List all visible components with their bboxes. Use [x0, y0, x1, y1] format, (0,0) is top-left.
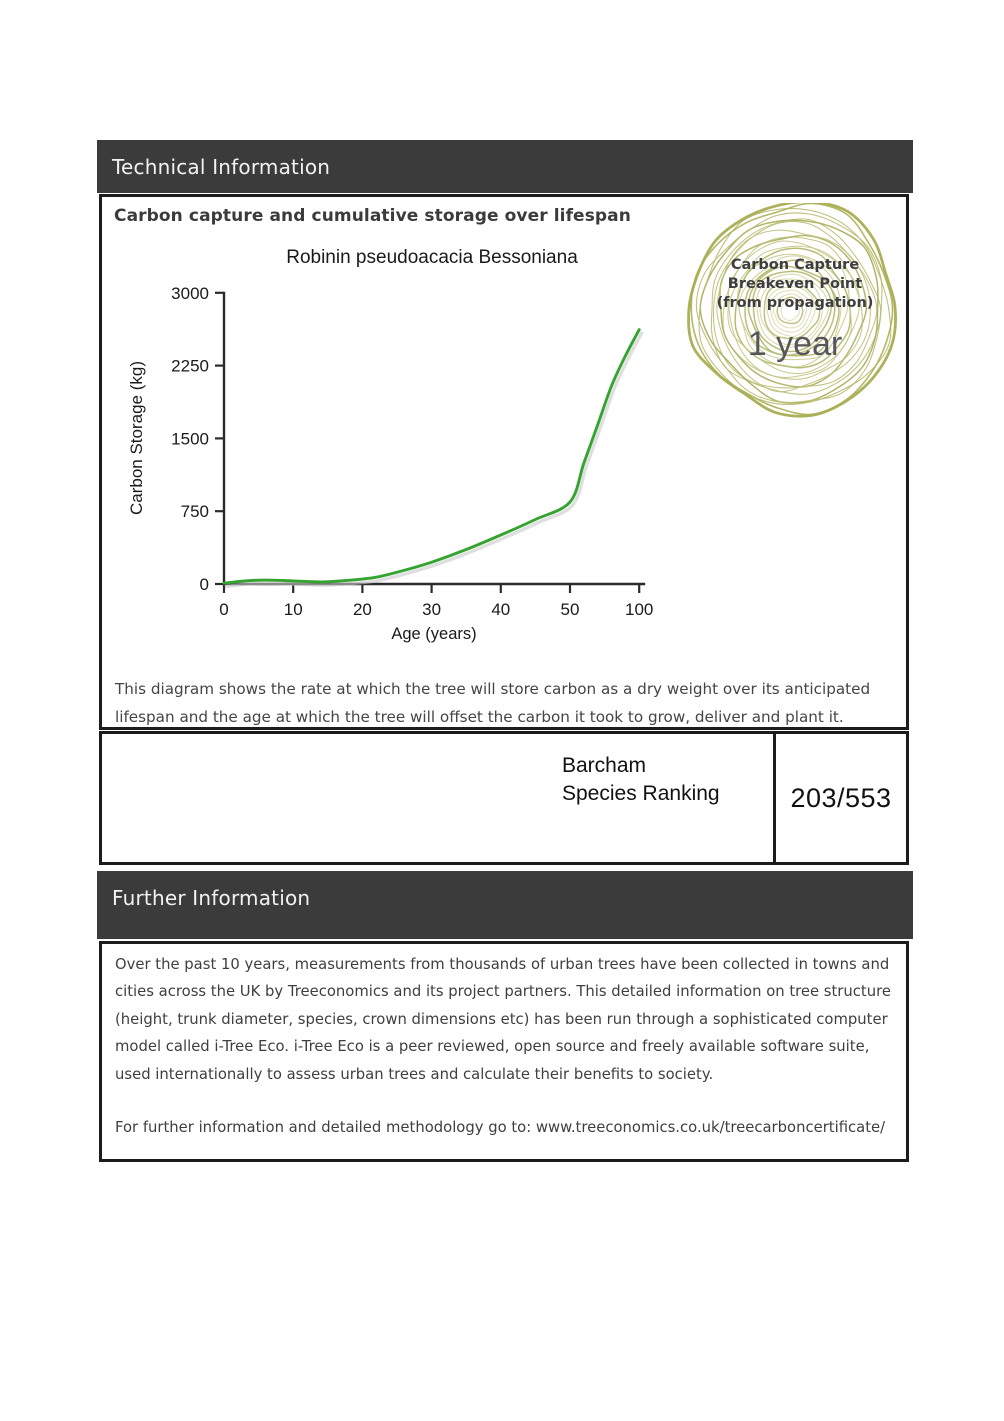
species-ranking-value: 203/553	[790, 782, 892, 813]
svg-text:Robinin pseudoacacia Bessonian: Robinin pseudoacacia Bessoniana	[286, 247, 578, 268]
chart-caption-line: lifespan and the age at which the tree will offset the carbon it took to grow, deliver and plant it.	[115, 707, 844, 726]
ranking-brand: Barcham	[562, 754, 647, 777]
paragraph-line: Over the past 10 years, measurements from thousands of urban trees have been collected in towns and	[115, 956, 890, 973]
svg-text:1500: 1500	[171, 429, 209, 449]
species-ranking-label	[562, 752, 720, 808]
svg-text:100: 100	[625, 600, 654, 619]
svg-text:20: 20	[352, 600, 372, 619]
svg-text:Carbon Storage (kg): Carbon Storage (kg)	[127, 360, 146, 516]
species-ranking-label-cell	[102, 734, 776, 862]
further-information-title: Further Information	[112, 886, 311, 910]
breakeven-line1: Carbon Capture	[730, 257, 860, 273]
svg-text:0: 0	[219, 600, 229, 619]
ranking-label-text: Species Ranking	[562, 782, 720, 805]
carbon-storage-chart	[112, 241, 672, 653]
svg-text:3000: 3000	[171, 283, 209, 303]
svg-text:2250: 2250	[171, 356, 209, 376]
svg-text:30: 30	[422, 600, 442, 619]
chart-section-subtitle: Carbon capture and cumulative storage over lifespan	[114, 206, 631, 226]
paragraph-line: (height, trunk diameter, species, crown dimensions etc) has been run through a sophisticated computer	[115, 1010, 888, 1028]
svg-text:0: 0	[199, 575, 209, 594]
technical-information-title: Technical Information	[112, 154, 331, 179]
chart-caption	[115, 676, 903, 731]
breakeven-badge-heading	[690, 256, 900, 313]
further-information-panel	[99, 941, 909, 1162]
technical-information-header	[97, 140, 913, 193]
further-information-header	[97, 871, 913, 939]
breakeven-badge	[687, 203, 903, 419]
svg-text:40: 40	[491, 600, 511, 619]
paragraph-line: cities across the UK by Treeconomics and its project partners. This detailed information on tree structure	[115, 983, 891, 1001]
svg-text:750: 750	[180, 502, 209, 522]
methodology-link-text: For further information and detailed methodology go to: www.treeconomics.co.uk/treecarboncertificate/	[115, 1118, 886, 1136]
technical-information-panel	[99, 194, 909, 730]
breakeven-line2: Breakeven Point	[727, 276, 863, 292]
svg-text:Age (years): Age (years)	[391, 625, 477, 643]
svg-text:10: 10	[283, 600, 303, 619]
paragraph-line: model called i-Tree Eco. i-Tree Eco is a peer reviewed, open source and freely available software suite,	[115, 1038, 870, 1056]
svg-text:50: 50	[560, 600, 580, 619]
breakeven-line3: (from propagation)	[716, 295, 874, 311]
paragraph-line: used internationally to assess urban trees and calculate their benefits to society.	[115, 1065, 714, 1083]
breakeven-value: 1 year	[747, 325, 843, 363]
chart-caption-line: This diagram shows the rate at which the tree will store carbon as a dry weight over its anticipated	[115, 680, 871, 698]
further-information-text	[115, 951, 901, 1141]
species-ranking-panel	[99, 731, 909, 865]
